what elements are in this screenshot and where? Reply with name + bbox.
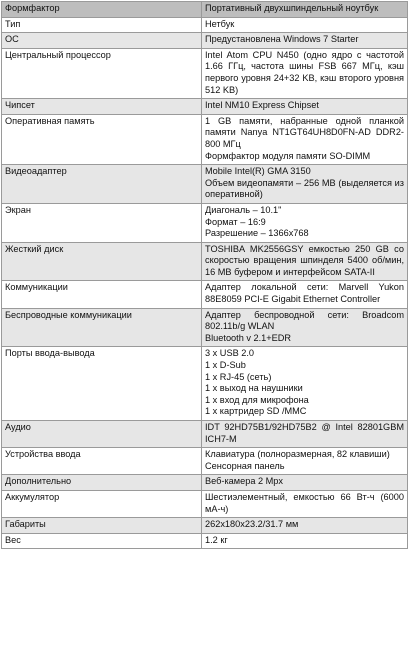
spec-row-battery (2, 490, 408, 517)
spec-row-weight (2, 533, 408, 549)
spec-table-body (2, 2, 408, 549)
spec-key: Жесткий диск (2, 242, 202, 281)
spec-value-line: Mobile Intel(R) GMA 3150 (205, 166, 311, 177)
spec-value (202, 114, 408, 164)
spec-row-wireless (2, 308, 408, 347)
spec-row-extras (2, 475, 408, 491)
spec-key: Коммуникации (2, 281, 202, 308)
spec-key: Аккумулятор (2, 490, 202, 517)
spec-value-line: 1 x RJ-45 (сеть) (205, 371, 272, 382)
spec-value-line: 1 x выход на наушники (205, 383, 303, 394)
spec-value-line: Портативный двухшпиндельный ноутбук (205, 3, 379, 13)
spec-value-line: Адаптер беспроводной сети: Broadcom 802.11b/g WLAN (205, 309, 404, 332)
spec-value-line: Диагональ – 10.1" (205, 204, 282, 215)
spec-row-type (2, 17, 408, 33)
spec-value-line: 1 x картридер SD /MMC (205, 406, 307, 417)
spec-key: Вес (2, 533, 202, 549)
spec-key: Формфактор (2, 2, 202, 18)
spec-row-cpu (2, 48, 408, 98)
spec-value-line: Разрешение – 1366x768 (205, 228, 309, 239)
spec-value (202, 99, 408, 115)
spec-key: Чипсет (2, 99, 202, 115)
spec-key: Оперативная память (2, 114, 202, 164)
spec-value-line: Bluetooth v 2.1+EDR (205, 332, 292, 343)
specifications-table (1, 1, 408, 549)
spec-value (202, 421, 408, 448)
spec-value (202, 518, 408, 534)
spec-key: Дополнительно (2, 475, 202, 491)
spec-row-chipset (2, 99, 408, 115)
spec-value-line: Нетбук (205, 18, 235, 29)
spec-value (202, 448, 408, 475)
spec-row-audio (2, 421, 408, 448)
spec-value (202, 242, 408, 281)
spec-value (202, 490, 408, 517)
spec-key: Устройства ввода (2, 448, 202, 475)
spec-key: Аудио (2, 421, 202, 448)
spec-value-line: Предустановлена Windows 7 Starter (205, 34, 359, 45)
spec-value-line: Объем видеопамяти – 256 MB (выделяется из оперативной) (205, 177, 404, 200)
spec-key: Видеоадаптер (2, 165, 202, 204)
spec-row-os (2, 33, 408, 49)
spec-value (202, 475, 408, 491)
spec-value (202, 165, 408, 204)
spec-row-network (2, 281, 408, 308)
spec-value-line: Формфактор модуля памяти SO-DIMM (205, 150, 371, 161)
spec-value-line: 1.2 кг (205, 534, 228, 545)
spec-key: Центральный процессор (2, 48, 202, 98)
spec-value (202, 308, 408, 347)
spec-value-line: Сенсорная панель (205, 460, 285, 471)
spec-value (202, 203, 408, 242)
spec-value-line: Intel NM10 Express Chipset (205, 100, 319, 111)
spec-row-memory (2, 114, 408, 164)
spec-value-line: Клавиатура (полноразмерная, 82 клавиши) (205, 449, 390, 460)
spec-key: Беспроводные коммуникации (2, 308, 202, 347)
spec-row-display (2, 203, 408, 242)
spec-key: ОС (2, 33, 202, 49)
spec-row-video (2, 165, 408, 204)
spec-value-line: 1 x D-Sub (205, 360, 246, 371)
spec-value (202, 17, 408, 33)
spec-value-line: Адаптер локальной сети: Marvell Yukon 88E8059 PCI-E Gigabit Ethernet Controller (205, 282, 404, 305)
spec-value (202, 281, 408, 308)
spec-row-ports (2, 347, 408, 421)
spec-key: Тип (2, 17, 202, 33)
spec-value-line: 1 GB памяти, набранные одной планкой памяти Nanya NT1GT64UH8D0FN-AD DDR2-800 МГц (205, 115, 404, 149)
spec-row-dimensions (2, 518, 408, 534)
spec-key: Экран (2, 203, 202, 242)
spec-key: Габариты (2, 518, 202, 534)
spec-value-line: 262x180x23.2/31.7 мм (205, 519, 299, 530)
spec-value (202, 347, 408, 421)
spec-value-line: IDT 92HD75B1/92HD75B2 @ Intel 82801GBM ICH7-M (205, 422, 404, 444)
spec-value-line: Веб-камера 2 Mpx (205, 476, 284, 487)
spec-value-line: 1 x вход для микрофона (205, 394, 309, 405)
spec-key: Порты ввода-вывода (2, 347, 202, 421)
spec-value (202, 533, 408, 549)
spec-value-line: Формат – 16:9 (205, 216, 266, 227)
spec-value-line: Intel Atom CPU N450 (одно ядро с частотой 1.66 ГГц, частота шины FSB 667 МГц, кэш первого уровня 24+32 KB, кэш второго уровня 512 KB) (205, 49, 404, 95)
spec-value-line: TOSHIBA MK2556GSY емкостью 250 GB со скоростью вращения шпинделя 5400 об/мин, 16 MB буфером и интерфейсом SATA-II (205, 243, 404, 277)
spec-row-hdd (2, 242, 408, 281)
spec-row-input-devices (2, 448, 408, 475)
spec-value (202, 33, 408, 49)
spec-value-line: 3 x USB 2.0 (205, 348, 255, 359)
spec-value-line: Шестиэлементный, емкостью 66 Вт-ч (6000 мА-ч) (205, 491, 404, 514)
spec-row-form-factor (2, 2, 408, 18)
spec-value (202, 48, 408, 98)
spec-value (202, 2, 408, 18)
